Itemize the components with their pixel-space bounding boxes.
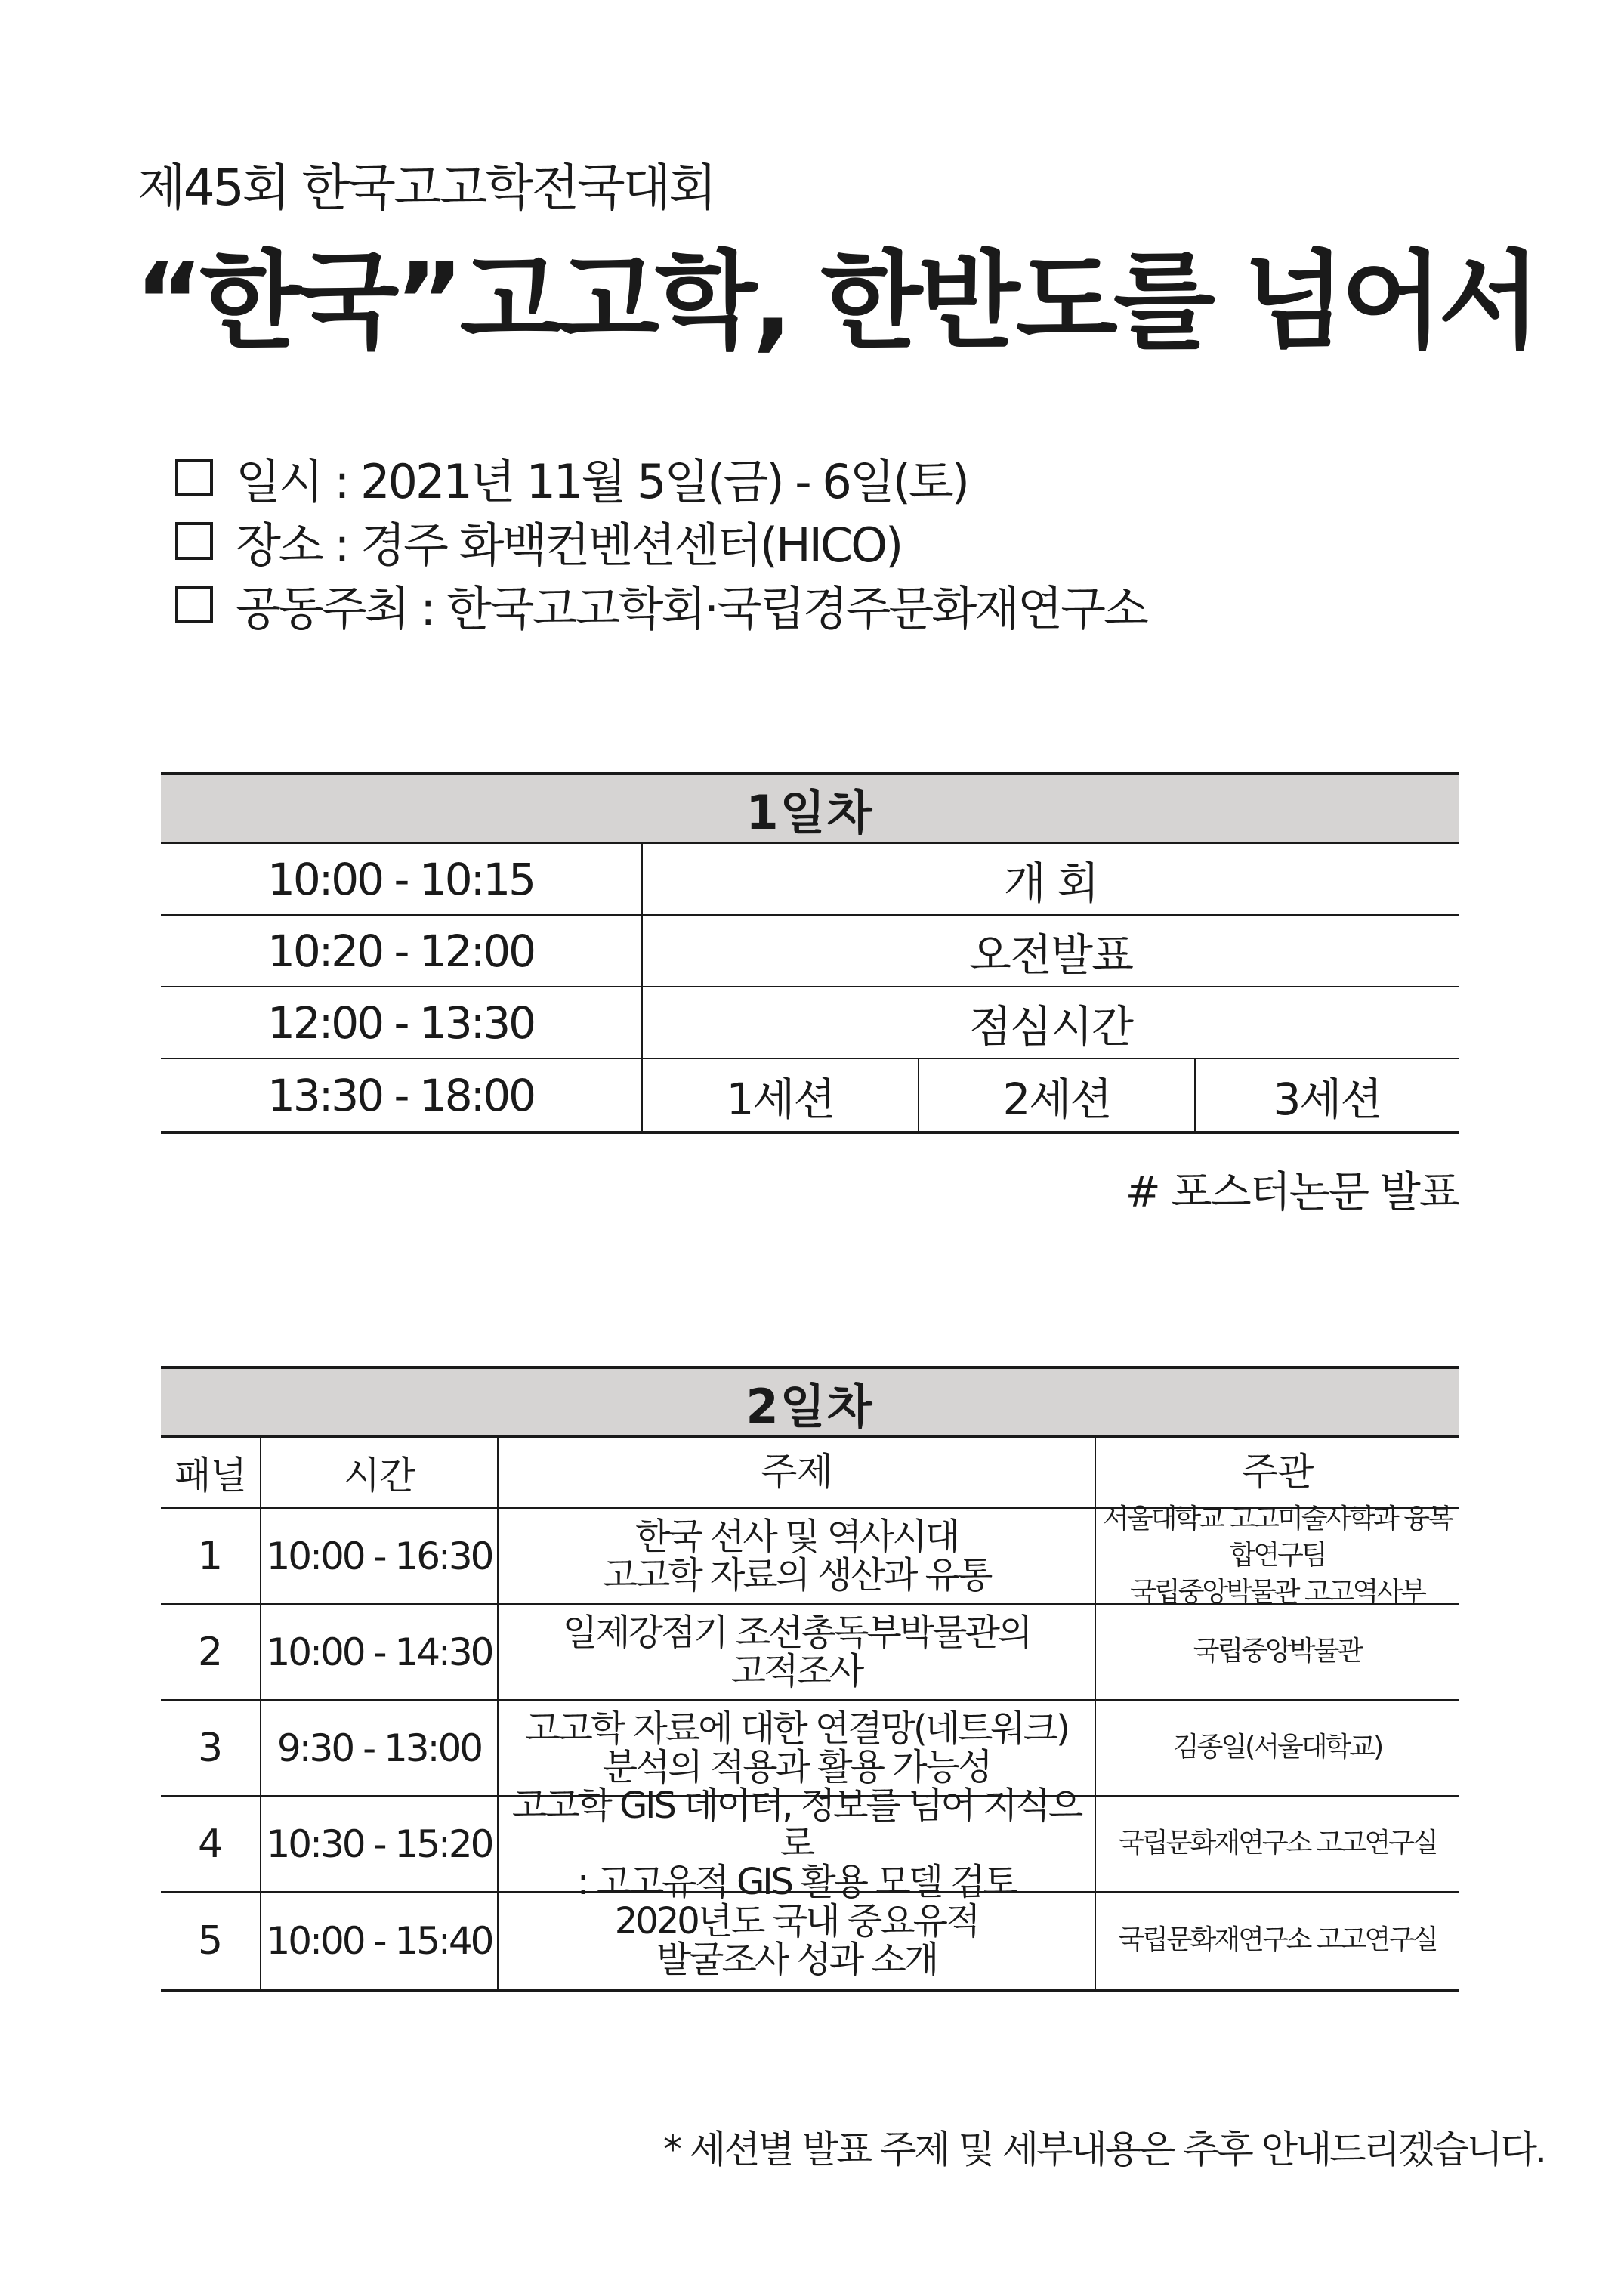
column-header-time: 시간: [261, 1438, 499, 1507]
topic-line: 고적조사: [730, 1649, 863, 1692]
column-header-topic: 주제: [499, 1438, 1096, 1507]
time-cell: 12:00 - 13:30: [161, 987, 643, 1058]
time-cell: 10:00 - 16:30: [261, 1509, 499, 1603]
topic-line: : 고고유적 GIS 활용 모델 검토: [577, 1860, 1016, 1903]
session-cell: 3세션: [1273, 1073, 1382, 1125]
table-row: [161, 1503, 1459, 1608]
host-cell: [1096, 1797, 1459, 1891]
table-row: [161, 1784, 1459, 1903]
host-line: 국립문화재연구소 고고연구실: [1118, 1828, 1437, 1859]
topic-line: 고고학 GIS 데이터, 정보를 넘어 지식으로: [511, 1784, 1082, 1865]
host-cell: [1096, 1893, 1459, 1989]
topic-line: 분석의 적용과 활용 가능성: [602, 1745, 991, 1788]
panel-cell: 1: [161, 1509, 261, 1603]
checkbox-icon: [175, 459, 213, 496]
host-line: 국립중앙박물관 고고역사부: [1130, 1576, 1425, 1608]
table-row: [161, 1893, 1459, 1989]
time-cell: 10:20 - 12:00: [161, 916, 643, 986]
session-cell: 2세션: [919, 1059, 1196, 1131]
time-cell: 10:30 - 15:20: [261, 1797, 499, 1891]
footnote: * 세션별 발표 주제 및 세부내용은 추후 안내드리겠습니다.: [662, 2128, 1545, 2171]
event-cell: 개 회: [1003, 857, 1098, 909]
column-header-host: 주관: [1241, 1449, 1314, 1494]
time-cell: 10:00 - 14:30: [261, 1605, 499, 1699]
table-row: [161, 987, 1459, 1059]
table-header-row: [161, 1438, 1459, 1509]
topic-cell: [499, 1701, 1096, 1795]
topic-cell: [499, 1893, 1096, 1989]
topic-line: 발굴조사 성과 소개: [656, 1938, 937, 1981]
panel-cell: 3: [161, 1701, 261, 1795]
host-cell: [1096, 1503, 1459, 1608]
time-cell: 10:00 - 10:15: [161, 844, 643, 914]
panel-cell: 4: [161, 1797, 261, 1891]
host-line: 국립중앙박물관: [1193, 1636, 1362, 1667]
table-row: [161, 1605, 1459, 1701]
event-title: “한국”고고학, 한반도를 넘어서: [134, 240, 1536, 363]
poster-note: # 포스터논문 발표: [1125, 1168, 1459, 1217]
table-row: [161, 1059, 1459, 1131]
topic-cell: [499, 1509, 1096, 1603]
topic-line: 일제강점기 조선총독부박물관의: [562, 1612, 1031, 1655]
panel-cell: 5: [161, 1893, 261, 1989]
day1-header: 1일차: [161, 775, 1459, 844]
topic-line: 2020년도 국내 중요유적: [614, 1900, 979, 1943]
host-line: 김종일(서울대학교): [1172, 1732, 1382, 1763]
info-date-text: 일시 : 2021년 11월 5일(금) - 6일(토): [236, 453, 968, 509]
info-date: [175, 446, 1147, 509]
topic-cell: [499, 1605, 1096, 1699]
host-cell: [1096, 1701, 1459, 1795]
info-hosts: [175, 573, 1147, 636]
column-header-panel: 패널: [161, 1438, 261, 1507]
time-cell: 13:30 - 18:00: [161, 1059, 643, 1131]
info-venue: [175, 509, 1147, 573]
day1-schedule-table: [161, 772, 1459, 1134]
checkbox-icon: [175, 522, 213, 560]
table-row: [161, 844, 1459, 916]
day2-schedule-table: [161, 1366, 1459, 1992]
event-subtitle: 제45회 한국고고학전국대회: [137, 159, 715, 217]
time-cell: 10:00 - 15:40: [261, 1893, 499, 1989]
topic-line: 한국 선사 및 역사시대: [634, 1516, 959, 1559]
topic-cell: [499, 1784, 1096, 1903]
info-venue-text: 장소 : 경주 화백컨벤션센터(HICO): [236, 517, 902, 573]
host-line: 국립문화재연구소 고고연구실: [1118, 1924, 1437, 1956]
topic-line: 고고학 자료에 대한 연결망(네트워크): [525, 1707, 1068, 1751]
day2-header: 2일차: [161, 1369, 1459, 1438]
time-cell: 9:30 - 13:00: [261, 1701, 499, 1795]
table-row: [161, 916, 1459, 987]
checkbox-icon: [175, 586, 213, 623]
panel-cell: 2: [161, 1605, 261, 1699]
table-row: [161, 1701, 1459, 1797]
event-cell: 오전발표: [968, 929, 1133, 981]
event-info: [175, 446, 1147, 636]
event-cell: 점심시간: [968, 1000, 1133, 1052]
topic-line: 고고학 자료의 생산과 유통: [602, 1553, 991, 1596]
host-line: 서울대학교 고고미술사학과 융복합연구팀: [1103, 1503, 1452, 1571]
host-cell: [1096, 1605, 1459, 1699]
session-cell: 1세션: [643, 1059, 919, 1131]
info-hosts-text: 공동주최 : 한국고고학회·국립경주문화재연구소: [236, 580, 1147, 636]
